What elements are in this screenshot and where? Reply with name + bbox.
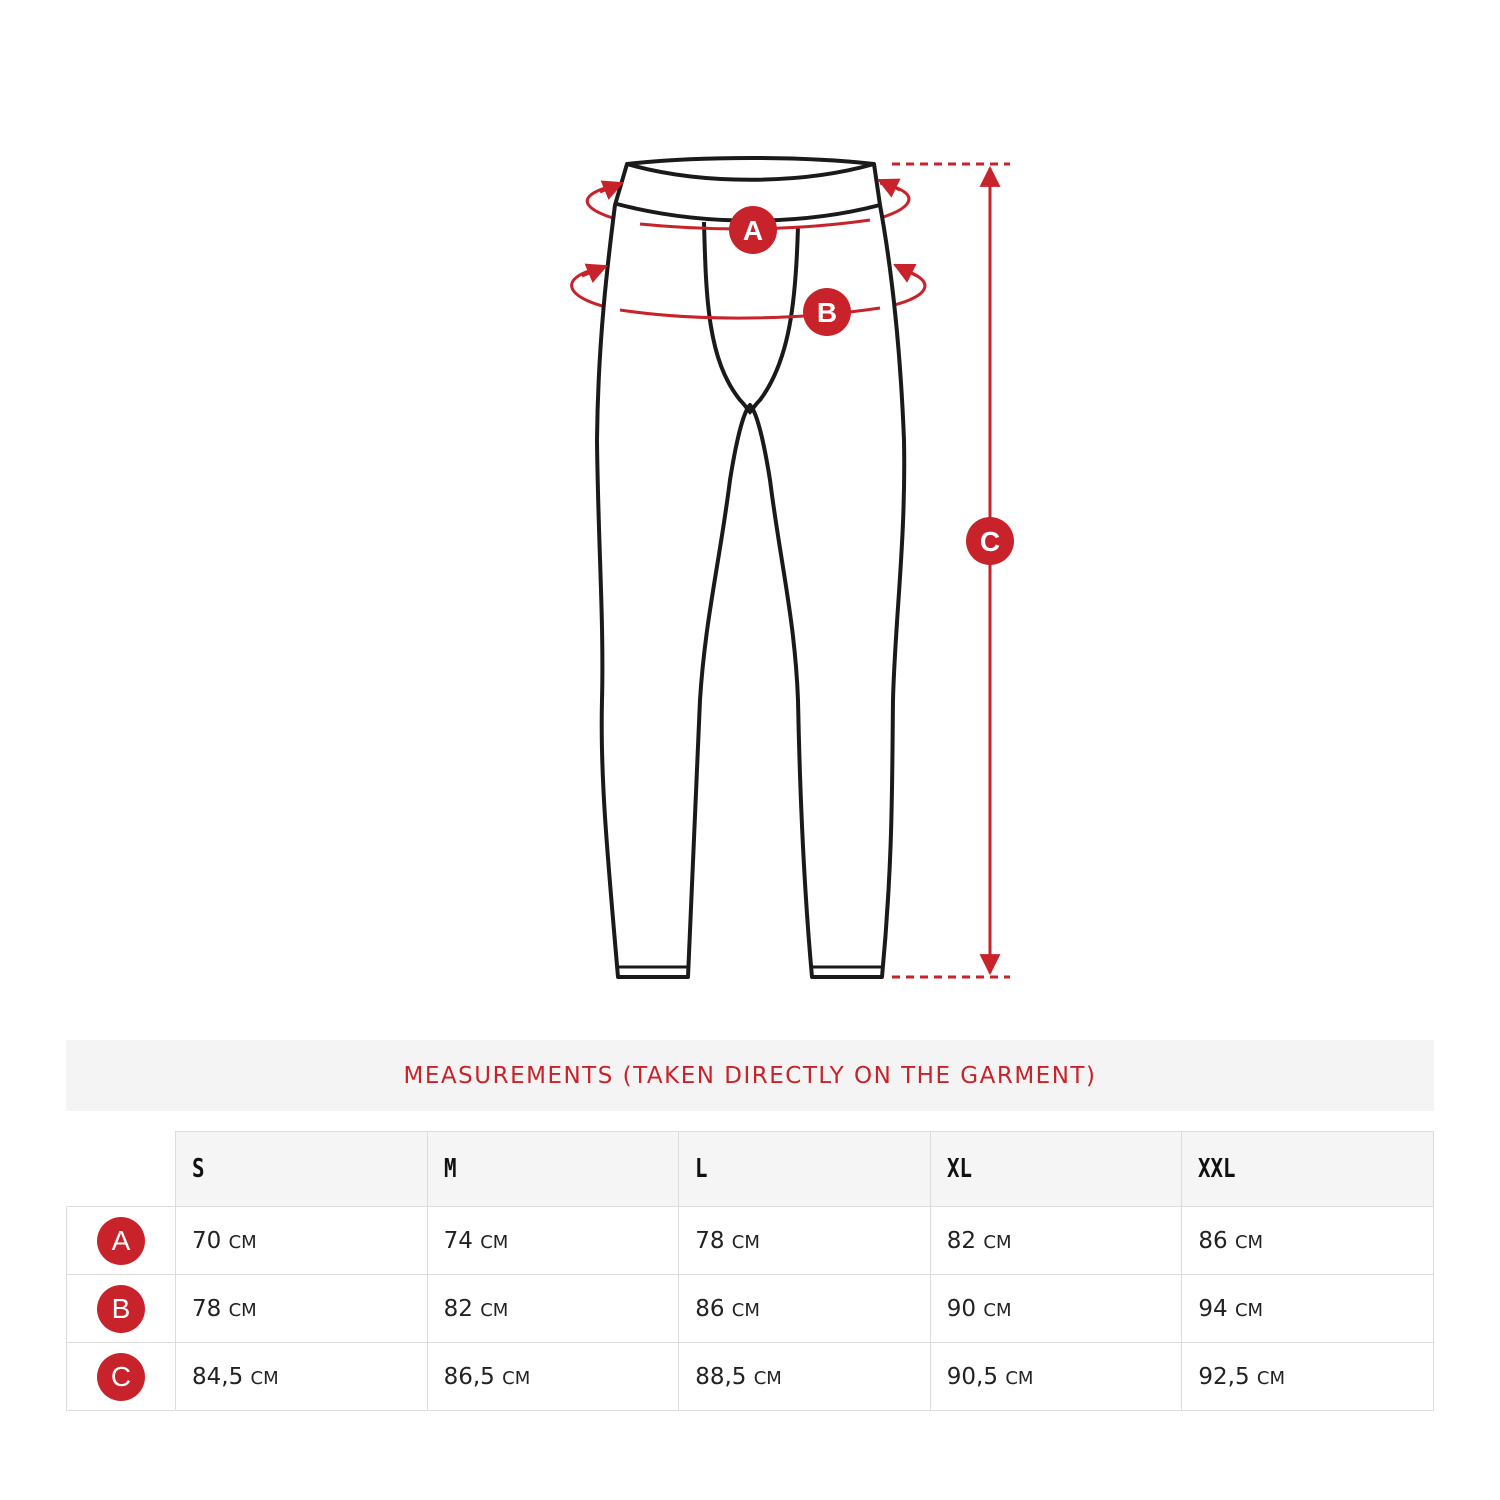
table-cell: 90 CM (930, 1275, 1182, 1343)
table-cell: 86,5 CM (427, 1343, 679, 1411)
size-header-m: M (427, 1132, 679, 1207)
table-cell: 70 CM (176, 1207, 428, 1275)
row-label-cell (67, 1275, 176, 1343)
table-cell: 88,5 CM (679, 1343, 931, 1411)
table-cell: 82 CM (930, 1207, 1182, 1275)
hip-arrow-right (895, 265, 917, 276)
table-row (67, 1275, 1434, 1343)
row-badge-a: A (97, 1217, 145, 1265)
table-cell: 78 CM (176, 1275, 428, 1343)
marker-b (803, 288, 851, 336)
measurements-title-bar (66, 1040, 1434, 1111)
table-cell: 82 CM (427, 1275, 679, 1343)
svg-text:C: C (979, 526, 1001, 557)
size-chart-table (66, 1131, 1434, 1411)
table-row (67, 1343, 1434, 1411)
row-badge-b: B (97, 1285, 145, 1333)
table-cell: 86 CM (679, 1275, 931, 1343)
table-row (67, 1207, 1434, 1275)
size-header-row (67, 1132, 1434, 1207)
size-header-s: S (176, 1132, 428, 1207)
table-cell: 86 CM (1182, 1207, 1434, 1275)
measurements-title: MEASUREMENTS (TAKEN DIRECTLY ON THE GARMENT) (403, 1062, 1097, 1089)
table-cell: 94 CM (1182, 1275, 1434, 1343)
table-cell: 74 CM (427, 1207, 679, 1275)
svg-text:A: A (742, 215, 764, 246)
pants-outline (597, 158, 904, 977)
size-header-l: L (679, 1132, 931, 1207)
table-cell: 92,5 CM (1182, 1343, 1434, 1411)
row-label-cell (67, 1343, 176, 1411)
table-cell: 90,5 CM (930, 1343, 1182, 1411)
row-label-cell (67, 1207, 176, 1275)
table-cell: 84,5 CM (176, 1343, 428, 1411)
table-cell: 78 CM (679, 1207, 931, 1275)
header-blank-cell (67, 1132, 176, 1207)
size-header-xl: XL (930, 1132, 1182, 1207)
marker-a (729, 206, 777, 254)
marker-c (966, 517, 1014, 565)
svg-text:B: B (816, 297, 838, 328)
size-header-xxl: XXL (1182, 1132, 1434, 1207)
row-badge-c: C (97, 1353, 145, 1401)
